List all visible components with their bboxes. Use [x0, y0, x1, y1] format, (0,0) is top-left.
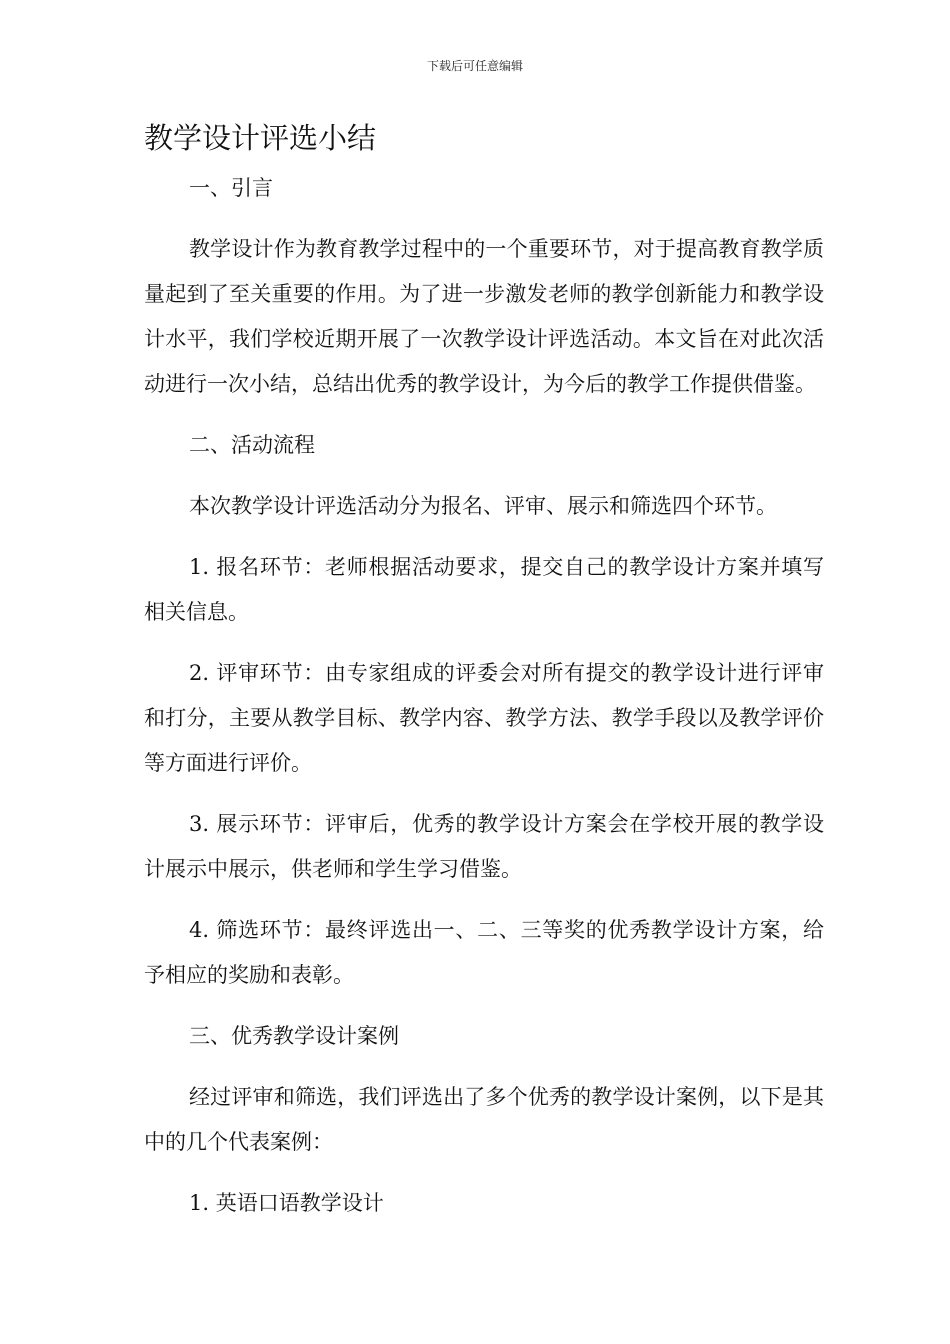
paragraph-cases-intro: 经过评审和筛选，我们评选出了多个优秀的教学设计案例，以下是其中的几个代表案例：	[144, 1085, 824, 1154]
document-title: 教学设计评选小结	[144, 121, 377, 155]
section-heading-intro: 一、引言	[189, 176, 273, 200]
paragraph-process-overview: 本次教学设计评选活动分为报名、评审、展示和筛选四个环节。	[189, 494, 777, 518]
paragraph-step-review: 2. 评审环节：由专家组成的评委会对所有提交的教学设计进行评审和打分，主要从教学目标、教学内容、教学方法、教学手段以及教学评价等方面进行评价。	[144, 661, 824, 775]
section-heading-process: 二、活动流程	[189, 433, 315, 457]
document-body	[144, 166, 824, 1242]
paragraph-step-registration: 1. 报名环节：老师根据活动要求，提交自己的教学设计方案并填写相关信息。	[144, 555, 824, 624]
header-note: 下载后可任意编辑	[426, 59, 523, 73]
paragraph-intro: 教学设计作为教育教学过程中的一个重要环节，对于提高教育教学质量起到了至关重要的作用。为了进一步激发老师的教学创新能力和教学设计水平，我们学校近期开展了一次教学设计评选活动。本文旨在对此次活动进行一次小结，总结出优秀的教学设计，为今后的教学工作提供借鉴。	[144, 237, 824, 396]
paragraph-step-selection: 4. 筛选环节：最终评选出一、二、三等奖的优秀教学设计方案，给予相应的奖励和表彰。	[144, 918, 824, 987]
paragraph-step-display: 3. 展示环节：评审后，优秀的教学设计方案会在学校开展的教学设计展示中展示，供老师和学生学习借鉴。	[144, 812, 824, 881]
paragraph-case-english: 1. 英语口语教学设计	[189, 1191, 384, 1215]
section-heading-cases: 三、优秀教学设计案例	[189, 1024, 399, 1048]
